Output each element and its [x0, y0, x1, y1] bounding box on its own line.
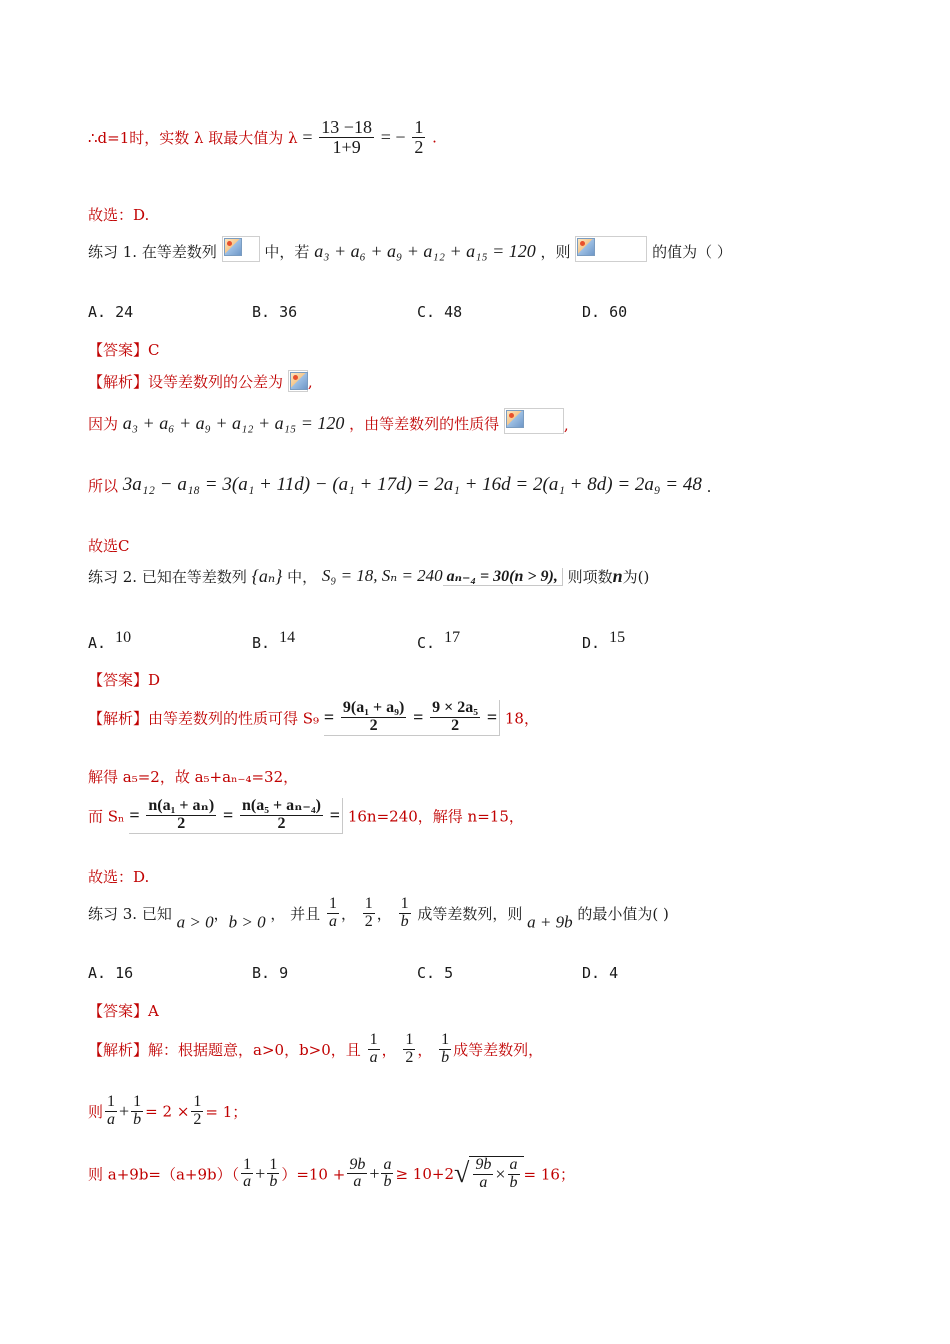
image-placeholder-icon — [224, 238, 242, 256]
so-period: . — [706, 478, 712, 496]
because-label: 因为 — [88, 415, 119, 433]
equals-sign: = — [486, 706, 498, 727]
fraction-denominator: a — [328, 912, 337, 930]
exercise-2-tail: 则项数 — [567, 568, 613, 586]
then-end: = 1； — [205, 1102, 248, 1121]
fraction-1-2 — [191, 1094, 203, 1129]
fraction-denominator: a — [353, 1173, 362, 1191]
sn-result: 16n=240，解得 n=15， — [347, 807, 524, 826]
fraction-numerator: 1 — [328, 895, 337, 912]
fraction-denominator: a — [479, 1173, 488, 1191]
sn-prefix: 而 Sₙ — [88, 807, 125, 826]
sn-line — [88, 798, 524, 848]
fraction-numerator: 1 — [405, 1031, 414, 1048]
analysis-label: 【解析】 — [88, 1040, 149, 1059]
analysis-text: 由等差数列的性质可得 S₉ — [148, 709, 320, 728]
fraction-box — [324, 700, 500, 736]
then-2-prefix: 则 a+9b=（a+9b）（ — [88, 1165, 240, 1184]
conclusion-2: 故选：D. — [88, 868, 150, 886]
plus-sign: + — [255, 1163, 266, 1184]
option-a — [88, 628, 131, 652]
broken-image — [575, 236, 647, 262]
then-2-mid: ）=10 + — [281, 1165, 346, 1184]
fraction-9b-a — [473, 1157, 493, 1192]
fraction-half — [412, 118, 425, 157]
fraction-denominator: 2 — [369, 716, 378, 734]
then-label: 则 — [88, 1102, 104, 1121]
equals-sign: = — [222, 804, 234, 825]
fraction-1-a — [368, 1032, 380, 1067]
option-value: 17 — [444, 629, 461, 646]
because-formula: a₃ + a₆ + a₉ + a₁₂ + a₁₅ = 120 — [122, 413, 345, 433]
exercise-1-mid: 中，若 — [264, 243, 310, 261]
fraction-1-b — [399, 896, 411, 931]
exercise-1-label: 练习 1. 在等差数列 — [88, 243, 217, 261]
fraction-numerator: 1 — [133, 1093, 142, 1110]
option-c: C. 48 — [417, 303, 463, 321]
exercise-1-question — [88, 236, 732, 270]
fraction-numerator: 9b — [475, 1156, 492, 1173]
expression-a-9b: a + 9b — [527, 912, 573, 932]
option-letter: D. — [582, 634, 601, 652]
conclusion-1: 故选C — [88, 537, 130, 555]
line-lambda-max — [88, 118, 437, 174]
image-placeholder-icon — [577, 238, 595, 256]
because-comma: , — [563, 416, 569, 434]
option-value: 14 — [279, 629, 296, 646]
exercise-2-formula: S₉ = 18, Sₙ = 240 — [321, 566, 443, 585]
fraction-denominator: 2 — [277, 814, 286, 832]
fraction-1-a — [327, 896, 339, 931]
analysis-2 — [88, 700, 539, 750]
analysis-label: 【解析】 — [88, 373, 149, 391]
times-sign: × — [495, 1163, 506, 1184]
then-line-1 — [88, 1094, 247, 1144]
fraction-a-b — [381, 1157, 393, 1192]
exercise-2-formula-2: aₙ₋₄ = 30(n > 9), — [443, 568, 563, 586]
equals-sign: = — [302, 126, 313, 147]
fraction-numerator: a — [383, 1155, 392, 1173]
fraction-denominator: 1+9 — [332, 136, 361, 157]
exercise-1-formula: a₃ + a₆ + a₉ + a₁₂ + a₁₅ = 120 — [314, 241, 536, 261]
condition-a: a > 0 — [176, 912, 214, 932]
fraction-1-2 — [363, 896, 375, 931]
option-a: A. 16 — [88, 964, 134, 982]
fraction-box — [129, 798, 343, 834]
analysis-text: 解：根据题意，a>0，b>0，且 — [148, 1040, 361, 1059]
equals-minus: = − — [380, 126, 406, 147]
option-b — [252, 628, 295, 652]
fraction-1-a — [105, 1094, 117, 1129]
option-letter: C. — [417, 634, 436, 652]
plus-sign: + — [119, 1100, 130, 1121]
fraction-1-2 — [403, 1032, 415, 1067]
fraction-1-a — [241, 1157, 253, 1192]
option-value: 15 — [609, 629, 626, 646]
fraction-denominator: 2 — [405, 1048, 414, 1066]
option-b: B. 9 — [252, 964, 289, 982]
fraction-numerator: 1 — [414, 117, 424, 137]
option-value: 10 — [115, 629, 132, 646]
then-mid: = 2 × — [145, 1102, 190, 1121]
equals-sign: = — [129, 804, 140, 825]
fraction-9b-a — [347, 1157, 367, 1192]
so-formula: 3a₁₂ − a₁₈ = 3(a₁ + 11d) − (a₁ + 17d) = 2a₁ + 16d = 2(a₁ + 8d) = 2a₉ = 48 — [122, 474, 702, 495]
fraction-denominator: 2 — [414, 136, 424, 157]
fraction-denominator: b — [441, 1048, 450, 1066]
fraction-denominator: b — [509, 1173, 518, 1191]
option-letter: B. — [252, 634, 271, 652]
fraction-13-18 — [319, 118, 374, 157]
fraction-numerator: 13 −18 — [321, 117, 372, 137]
broken-image — [504, 408, 564, 434]
fraction-2a5 — [430, 700, 480, 735]
fraction-denominator: b — [269, 1173, 278, 1191]
fraction-numerator: 1 — [441, 1031, 450, 1048]
fraction-a5-an4 — [240, 798, 323, 833]
fraction-numerator: n(a₅ + aₙ₋₄) — [241, 797, 321, 814]
fraction-denominator: a — [369, 1048, 378, 1066]
fraction-denominator: 2 — [193, 1110, 202, 1128]
comma: ， — [381, 1040, 397, 1059]
fraction-numerator: 1 — [369, 1031, 378, 1048]
choose-d-line: 故选：D. — [88, 206, 150, 224]
fraction-1-b — [439, 1032, 451, 1067]
fraction-denominator: a — [243, 1173, 252, 1191]
then-2-ge: ≥ 10+2 — [395, 1164, 455, 1183]
fraction-numerator: 9(a₁ + a₉) — [342, 699, 405, 716]
because-line — [88, 408, 569, 442]
fraction-denominator: a — [107, 1110, 116, 1128]
sqrt-icon: √ — [454, 1157, 470, 1189]
fraction-denominator: b — [400, 912, 409, 930]
option-c: C. 5 — [417, 964, 454, 982]
answer-1: 【答案】C — [88, 341, 160, 359]
equals-sign: = — [413, 706, 424, 727]
then-line-2 — [88, 1156, 575, 1210]
fraction-numerator: 9b — [349, 1155, 366, 1173]
analysis-1 — [88, 370, 313, 398]
then-2-end: = 16； — [523, 1165, 575, 1184]
fraction-numerator: n(a₁ + aₙ) — [148, 797, 215, 814]
exercise-2-question — [88, 566, 649, 602]
variable-n: n — [612, 566, 623, 586]
comma: ， — [340, 904, 356, 923]
line-lambda-text: ∴d=1时，实数 λ 取最大值为 λ — [88, 128, 298, 147]
equals-sign: = — [329, 804, 341, 825]
so-line — [88, 474, 711, 508]
fraction-a-b — [508, 1157, 520, 1192]
analysis-text: 设等差数列的公差为 — [148, 373, 284, 391]
comma: ， — [417, 1040, 433, 1059]
condition-b: b > 0 — [228, 912, 266, 932]
option-d — [582, 628, 625, 652]
sequence-an: {aₙ} — [251, 566, 283, 586]
exercise-3-mid: ， 并且 — [270, 904, 321, 923]
fraction-sn — [146, 798, 216, 833]
analysis-comma: , — [307, 373, 313, 391]
fraction-numerator: 1 — [243, 1155, 252, 1173]
fraction-s9 — [341, 700, 406, 735]
option-letter: A. — [88, 634, 107, 652]
option-a: A. 24 — [88, 303, 134, 321]
option-d: D. 60 — [582, 303, 628, 321]
image-placeholder-icon — [506, 410, 524, 428]
sqrt-radicand — [469, 1156, 523, 1192]
option-b: B. 36 — [252, 303, 298, 321]
exercise-1-tail: 的值为（ ） — [652, 243, 732, 261]
fraction-denominator: 2 — [451, 716, 460, 734]
fraction-numerator: 1 — [193, 1093, 202, 1110]
broken-image — [288, 370, 308, 392]
answer-3: 【答案】A — [88, 1002, 159, 1020]
solve-a5-line: 解得 a₅=2，故 a₅+aₙ₋₄=32， — [88, 768, 299, 786]
image-placeholder-icon — [290, 372, 308, 390]
fraction-denominator: b — [133, 1110, 142, 1128]
fraction-numerator: 1 — [400, 895, 409, 912]
exercise-3-tail: 的最小值为( ) — [577, 904, 669, 923]
fraction-denominator: b — [383, 1173, 392, 1191]
exercise-1-then: ，则 — [540, 243, 571, 261]
because-tail: ，由等差数列的性质得 — [349, 415, 500, 433]
exercise-2-tail-2: 为() — [622, 568, 650, 586]
fraction-numerator: a — [509, 1156, 518, 1173]
analysis-label: 【解析】 — [88, 709, 149, 728]
comma: ， — [376, 904, 392, 923]
fraction-denominator: 2 — [364, 912, 373, 930]
exercise-3-mid-2: 成等差数列，则 — [417, 904, 523, 923]
broken-image — [222, 236, 260, 262]
analysis-result: 18， — [504, 709, 539, 728]
exercise-3-label: 练习 3. 已知 — [88, 904, 172, 923]
so-label: 所以 — [88, 477, 119, 495]
fraction-numerator: 1 — [107, 1093, 116, 1110]
fraction-numerator: 1 — [269, 1155, 278, 1173]
period: . — [432, 128, 437, 147]
fraction-numerator: 9 × 2a₅ — [432, 699, 479, 716]
exercise-3-question — [88, 896, 669, 946]
plus-sign: + — [369, 1163, 380, 1184]
answer-2: 【答案】D — [88, 671, 161, 689]
fraction-1-b — [131, 1094, 143, 1129]
fraction-numerator: 1 — [364, 895, 373, 912]
equals-sign: = — [323, 706, 335, 727]
analysis-tail: 成等差数列， — [453, 1040, 544, 1059]
comma: ， — [213, 904, 229, 923]
exercise-2-label: 练习 2. 已知在等差数列 — [88, 568, 247, 586]
fraction-denominator: 2 — [177, 814, 186, 832]
option-d: D. 4 — [582, 964, 619, 982]
fraction-1-b — [267, 1157, 279, 1192]
analysis-3 — [88, 1032, 543, 1082]
option-c — [417, 628, 460, 652]
exercise-2-mid: 中， — [287, 568, 318, 586]
